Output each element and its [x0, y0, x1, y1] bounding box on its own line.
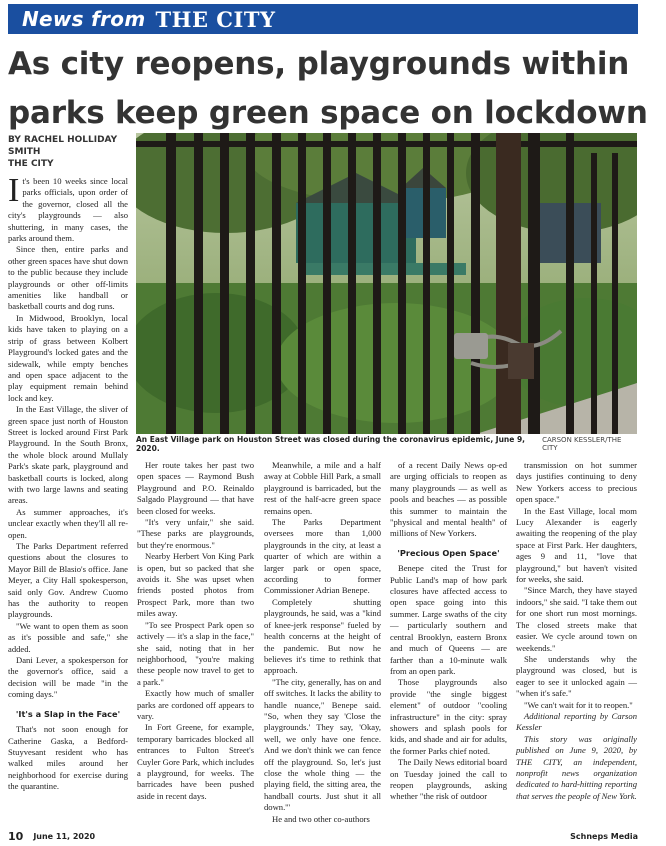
- article-paragraph: Dani Lever, a spokesperson for the governor's office, said a decision will be made "in the coming days.": [8, 655, 128, 700]
- article-paragraph: Completely shutting playgrounds, he said, was a "kind of knee-jerk response" fueled by health concerns at the height of the pandemic. But now he believes it's time to rethink that approach.: [264, 596, 381, 676]
- page-number: 10: [8, 829, 24, 843]
- article-paragraph: Those playgrounds also provide "the single biggest element" of outdoor "cooling infrastructure" in the city: spray showers and splash pools for kids, and shade and air for adults, the former Parks chief noted.: [390, 677, 507, 756]
- article-paragraph: He and two other co-authors: [272, 813, 370, 824]
- article-column-2: [137, 460, 254, 802]
- article-paragraph: That's not soon enough for Catherine Gaska, a Bedford-Stuyvesant resident who has walked miles around her neighborhood for exercise during the quarantine.: [8, 724, 128, 792]
- article-paragraph: It's been 10 weeks since local parks officials, upon order of the governor, closed all the city's playgrounds — also shuttering, in many cases, the parks around them.: [8, 172, 128, 244]
- issue-date: June 11, 2020: [33, 831, 96, 841]
- photo-caption: [136, 437, 637, 451]
- headline: As city reopens, playgrounds within parks keep green space on lockdown: [8, 46, 648, 131]
- page-footer: [8, 829, 638, 843]
- photo-credit: CARSON KESSLER/THE CITY: [542, 436, 622, 452]
- publisher-name: Schneps Media: [570, 831, 638, 841]
- subhead-slap: 'It's a Slap in the Face': [15, 708, 121, 719]
- byline: [8, 134, 128, 170]
- article-paragraph: In Midwood, Brooklyn, local kids have taken to playing on a strip of grass between Kolbert Playground's locked gates and the sidewalk, while empty benches and open space adjacent to the play equipment remain behind lock and key.: [8, 312, 128, 403]
- banner-label: News from: [22, 7, 146, 31]
- article-paragraph: "We can't wait for it to reopen.": [524, 699, 633, 710]
- byline-outlet: THE CITY: [8, 159, 54, 169]
- section-banner: [8, 4, 638, 34]
- article-paragraph: of a recent Daily News op-ed are urging officials to reopen as many playgrounds — as well as pools and beaches — as possible this summer to maintain the "physical and mental health" of millions of New Yorkers.: [390, 460, 507, 539]
- article-paragraph: In Fort Greene, for example, temporary barricades blocked all entrances to Fulton Street's Cuyler Gore Park, which includes a playground, for weeks. The barricades have been pushed aside in recent days.: [137, 722, 254, 801]
- republish-note: This story was originally published on June 9, 2020, by THE CITY, an independent, nonprofit news organization dedicated to hard-hitting reporting that serves the people of New York.: [516, 733, 637, 801]
- article-paragraph: Benepe cited the Trust for Public Land's map of how park closures have affected access to open space going into this summer. Large swaths of the city — particularly southern and central Brooklyn, eastern Bronx and much of Queens — are farther than a 10-minute walk from an open park.: [390, 563, 507, 676]
- article-paragraph: Exactly how much of smaller parks are cordoned off appears to vary.: [137, 688, 254, 721]
- article-column-4: [390, 460, 507, 803]
- article-paragraph: "To see Prospect Park open so actively — it's a slap in the face," she said, noting that in her neighborhood, "you're making these people now travel to get to a park.": [137, 619, 254, 687]
- the-city-logo: [156, 7, 276, 32]
- article-paragraph: "The city, generally, has on and off switches. It lacks the ability to handle nuance," Benepe said. "So, when they say 'Close the playgrounds.' They say, 'Okay, well, we only have one fence. And we don't think we can fence off the playground. So, let's just close the whole thing — the playing field, the sitting area, the handball courts. Just shut it all down.'": [264, 676, 381, 813]
- article-paragraph: She understands why the playground was closed, but is eager to see it unlocked again — "when it's safe.": [516, 653, 637, 699]
- article-paragraph: As summer approaches, it's unclear exactly when they'll all re-open.: [8, 506, 128, 540]
- padlock-shape: [454, 333, 488, 359]
- article-paragraph: Since then, entire parks and other green spaces have shut down to the public because they include playgrounds or other off-limits amenities like handball or basketball courts and dog runs.: [8, 244, 128, 312]
- article-paragraph: Nearby Herbert Von King Park is open, but so packed that she avoids it. She was upset when friends posted photos from Prospect Park, more than two miles away.: [137, 551, 254, 619]
- byline-author-cont: SMITH: [8, 147, 41, 157]
- article-paragraph: In the East Village, the sliver of green space just north of Houston Street is locked around First Park Playground. In the South Bronx, the whole block around Mullaly Park's skate park, playground and basketball courts is locked, along with two large lawns and seating areas.: [8, 404, 128, 506]
- article-paragraph: Her route takes her past two open spaces — Raymond Bush Playground and P.O. Reinaldo Salgado Playground — that have been closed for weeks.: [137, 460, 254, 516]
- article-paragraph: transmission on hot summer days justifies continuing to deny New Yorkers access to precious open space.": [516, 460, 637, 505]
- article-paragraph: "We want to open them as soon as it's possible and safe," she added.: [8, 620, 128, 654]
- photo-illustration: [136, 133, 637, 434]
- byline-author: BY RACHEL HOLLIDAY: [8, 135, 118, 145]
- caption-text: An East Village park on Houston Street was closed during the coronavirus epidemic, June 9, 2020.: [136, 435, 526, 453]
- article-paragraph: The Daily News editorial board on Tuesday joined the call to reopen playgrounds, asking whether "the risk of outdoor: [390, 757, 507, 802]
- article-paragraph: The Parks Department referred questions about the closures to Mayor Bill de Blasio's office. Jane Meyer, a City Hall spokesperson, said only Gov. Andrew Cuomo has the authority to reopen playgrounds.: [8, 541, 128, 620]
- dropcap: I: [8, 172, 20, 209]
- subhead-open-space: 'Precious Open Space': [397, 547, 500, 558]
- park-gate-photo: [136, 133, 637, 434]
- the-city-logo-text: THE CITY: [155, 6, 276, 32]
- reporting-credit: Additional reporting by Carson Kessler: [516, 710, 637, 733]
- article-column-3: [264, 460, 381, 825]
- article-paragraph: "Since March, they have stayed indoors," she said. "I take them out for one short run most mornings. The closed streets make that easier. We cycle around town on weekends.": [516, 585, 637, 653]
- article-column-1: [8, 172, 128, 793]
- article-paragraph: In the East Village, local mom Lucy Alexander is eagerly awaiting the reopening of the play space at First Park. Her daughters, ages 9 and 11, "love that playground," but haven't visited for weeks, she said.: [516, 505, 637, 585]
- article-column-5: [516, 460, 637, 802]
- article-paragraph: Meanwhile, a mile and a half away at Cobble Hill Park, a small playground is barricaded, but the rest of the half-acre green space remains open.: [264, 460, 381, 516]
- article-paragraph: The Parks Department oversees more than 1,000 playgrounds in the city, at least a quarter of which are within a larger park or open space, according to former Commissioner Adrian Benepe.: [264, 517, 381, 596]
- article-paragraph: "It's very unfair," she said. "These parks are playgrounds, but they're enormous.": [137, 517, 254, 550]
